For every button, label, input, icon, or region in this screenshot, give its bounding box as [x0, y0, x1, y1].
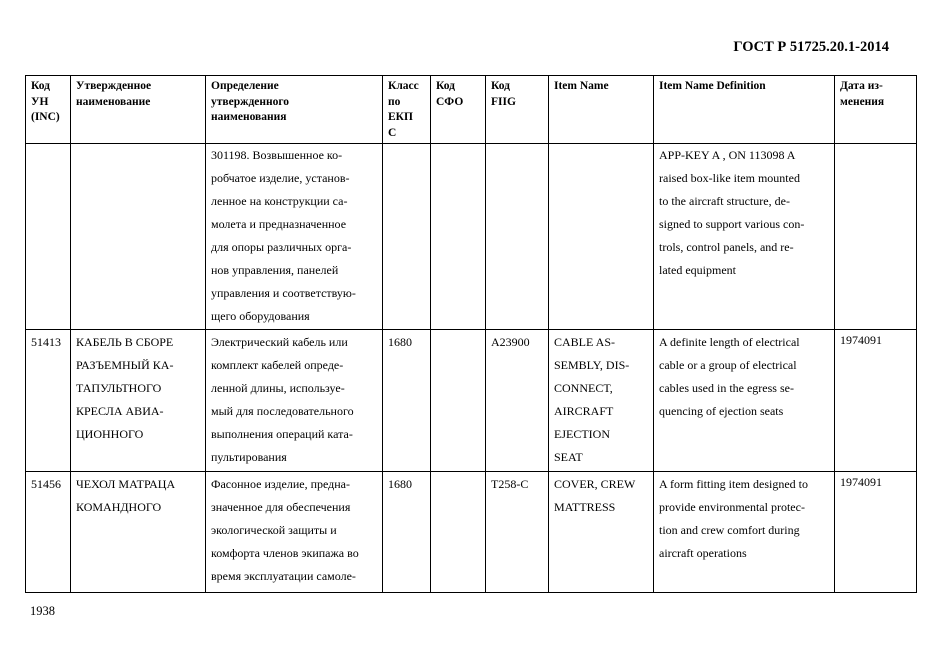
cell-class: 1680 — [383, 472, 431, 593]
cell-approved-name: КАБЕЛЬ В СБОРЕ РАЗЪЕМНЫЙ КА- ТАПУЛЬТНОГО КРЕСЛА АВИА- ЦИОННОГО — [71, 330, 206, 472]
column-header-item-name-definition: Item Name Definition — [654, 76, 835, 144]
cell-definition: 301198. Возвышенное ко- робчатое изделие, установ- ленное на конструкции са- молета и предназначенное для опоры различных орга- нов управления, панелей управления и соответствую- щего оборудования — [206, 144, 383, 330]
column-header-approved-name: Утвержденное наименование — [71, 76, 206, 144]
cell-approved-name — [71, 144, 206, 330]
cell-inc: 51456 — [26, 472, 71, 593]
cell-definition: Фасонное изделие, предна- значенное для обеспечения экологической защиты и комфорта членов экипажа во время эксплуатации самоле- — [206, 472, 383, 593]
column-header-sfo: Код СФО — [431, 76, 486, 144]
table-row — [26, 330, 917, 472]
cell-fiig: T258-C — [486, 472, 549, 593]
cell-class: 1680 — [383, 330, 431, 472]
column-header-item-name: Item Name — [549, 76, 654, 144]
cell-fiig — [486, 144, 549, 330]
cell-change-date: 1974091 — [835, 330, 917, 472]
cell-approved-name: ЧЕХОЛ МАТРАЦА КОМАНДНОГО — [71, 472, 206, 593]
cell-sfo — [431, 144, 486, 330]
cell-definition: Электрический кабель или комплект кабелей опреде- ленной длины, используе- мый для последовательного выполнения операций ката- пультирования — [206, 330, 383, 472]
column-header-definition: Определение утвержденного наименования — [206, 76, 383, 144]
column-header-fiig: Код FIIG — [486, 76, 549, 144]
column-header-class: Класс по ЕКП С — [383, 76, 431, 144]
cell-inc — [26, 144, 71, 330]
page-number: 1938 — [30, 604, 55, 618]
cell-item-name-definition: APP-KEY A , ON 113098 A raised box-like item mounted to the aircraft structure, de- signed to support various con- trols, control panels, and re- lated equipment — [654, 144, 835, 330]
column-header-change-date: Дата из- менения — [835, 76, 917, 144]
cell-item-name-definition: A definite length of electrical cable or a group of electrical cables used in the egress se- quencing of ejection seats — [654, 330, 835, 472]
cell-fiig: A23900 — [486, 330, 549, 472]
cell-change-date — [835, 144, 917, 330]
cell-inc: 51413 — [26, 330, 71, 472]
table-header-row — [26, 76, 917, 144]
cell-item-name: CABLE AS- SEMBLY, DIS- CONNECT, AIRCRAFT EJECTION SEAT — [549, 330, 654, 472]
classification-table — [25, 75, 917, 593]
cell-sfo — [431, 330, 486, 472]
cell-item-name: COVER, CREW MATTRESS — [549, 472, 654, 593]
table-row — [26, 472, 917, 593]
cell-item-name — [549, 144, 654, 330]
table-row — [26, 144, 917, 330]
cell-item-name-definition: A form fitting item designed to provide environmental protec- tion and crew comfort during aircraft operations — [654, 472, 835, 593]
cell-class — [383, 144, 431, 330]
cell-sfo — [431, 472, 486, 593]
document-code: ГОСТ Р 51725.20.1-2014 — [733, 39, 889, 55]
cell-change-date: 1974091 — [835, 472, 917, 593]
column-header-inc: Код УН (INC) — [26, 76, 71, 144]
